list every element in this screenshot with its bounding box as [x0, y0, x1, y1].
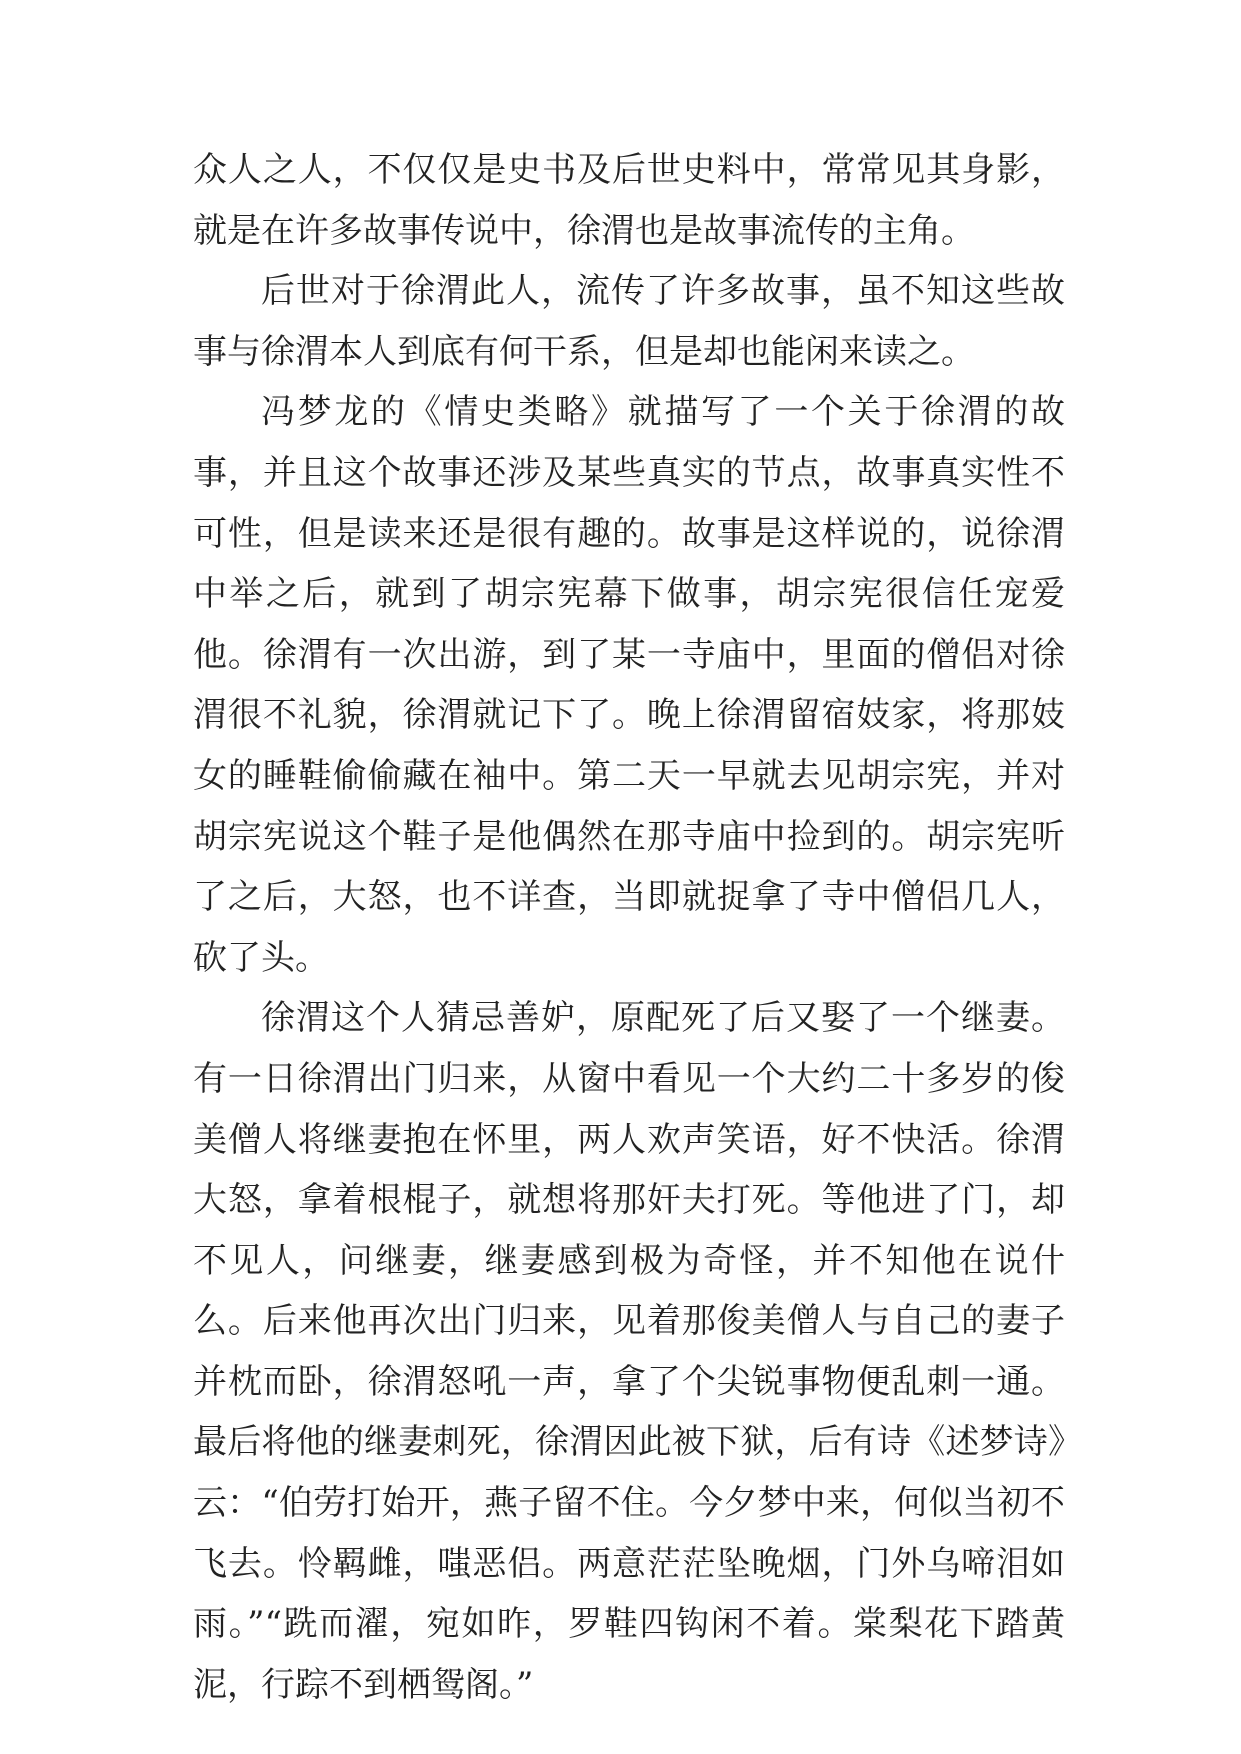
document-page [193, 140, 1065, 1715]
paragraph-continued: 众人之人，不仅仅是史书及后世史料中，常常见其身影，就是在许多故事传说中，徐渭也是故事流传的主角。 [193, 150, 1065, 251]
paragraph-stepwife-story: 徐渭这个人猜忌善妒，原配死了后又娶了一个继妻。有一日徐渭出门归来，从窗中看见一个大约二十多岁的俊美僧人将继妻抱在怀里，两人欢声笑语，好不快活。徐渭大怒，拿着根棍子，就想将那奸夫打死。等他进了门，却不见人，问继妻，继妻感到极为奇怪，并不知他在说什么。后来他再次出门归来，见着那俊美僧人与自己的妻子并枕而卧，徐渭怒吼一声，拿了个尖锐事物便乱刺一通。最后将他的继妻刺死，徐渭因此被下狱，后有诗《述梦诗》云：“伯劳打始开，燕子留不住。今夕梦中来，何似当初不飞去。怜羁雌，嗤恶侣。两意茫茫坠晚烟，门外乌啼泪如雨。”“跣而濯，宛如昨，罗鞋四钩闲不着。棠梨花下踏黄泥，行踪不到栖鸳阁。” [193, 998, 1065, 1705]
paragraph-feng-menglong-story: 冯梦龙的《情史类略》就描写了一个关于徐渭的故事，并且这个故事还涉及某些真实的节点，故事真实性不可性，但是读来还是很有趣的。故事是这样说的，说徐渭中举之后，就到了胡宗宪幕下做事，胡宗宪很信任宠爱他。徐渭有一次出游，到了某一寺庙中，里面的僧侣对徐渭很不礼貌，徐渭就记下了。晚上徐渭留宿妓家，将那妓女的睡鞋偷偷藏在袖中。第二天一早就去见胡宗宪，并对胡宗宪说这个鞋子是他偶然在那寺庙中捡到的。胡宗宪听了之后，大怒，也不详查，当即就捉拿了寺中僧侣几人，砍了头。 [193, 392, 1065, 978]
paragraph-legends: 后世对于徐渭此人，流传了许多故事，虽不知这些故事与徐渭本人到底有何干系，但是却也能闲来读之。 [193, 271, 1065, 372]
